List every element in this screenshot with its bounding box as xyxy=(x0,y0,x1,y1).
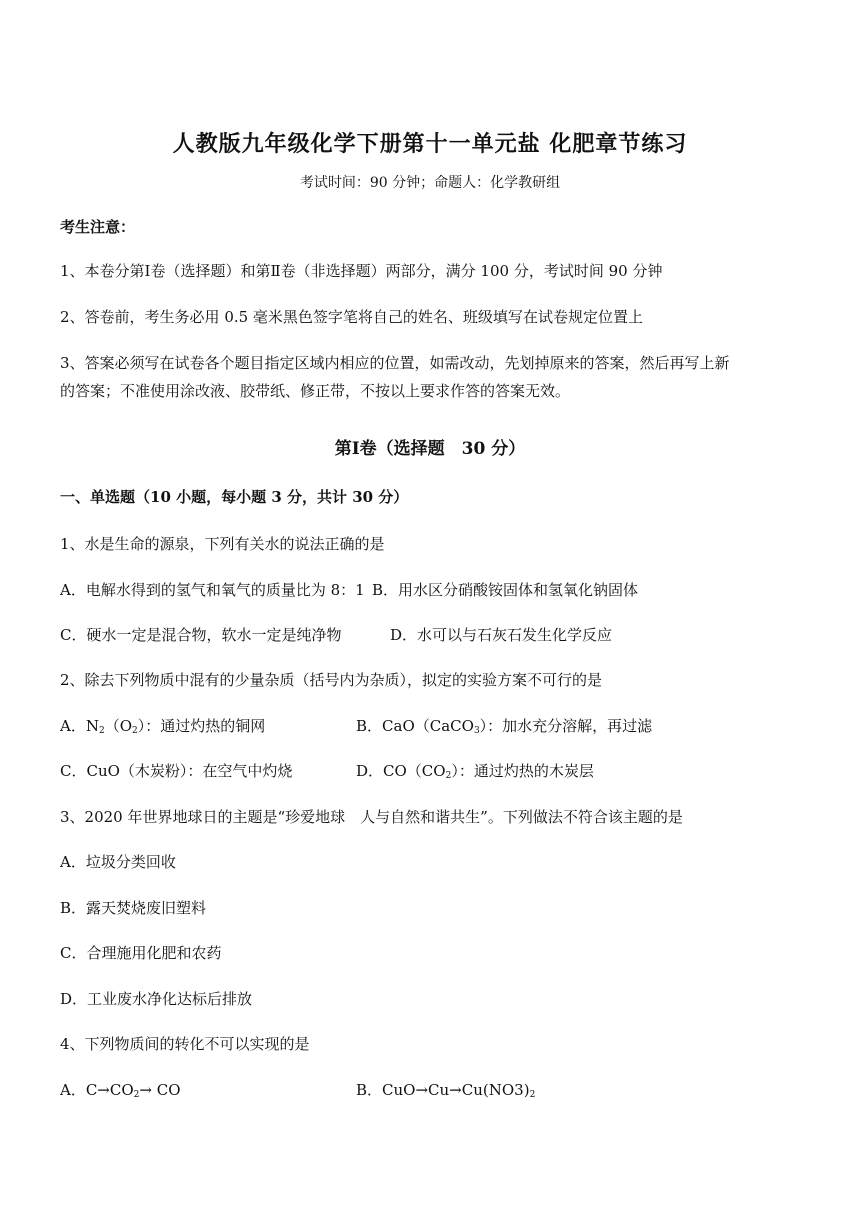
option-d: D．工业废水净化达标后排放 xyxy=(60,990,253,1008)
part-heading: 一、单选题（10 小题，每小题 3 分，共计 30 分） xyxy=(60,488,409,506)
question-stem: 2、除去下列物质中混有的少量杂质（括号内为杂质），拟定的实验方案不可行的是 xyxy=(60,671,603,689)
option-a: A．电解水得到的氢气和氧气的质量比为 8：1 xyxy=(60,581,365,599)
question-stem: 1、水是生命的源泉，下列有关水的说法正确的是 xyxy=(60,535,385,553)
option-b: B．露天焚烧废旧塑料 xyxy=(60,899,207,917)
notice-item: 3、答案必须写在试卷各个题目指定区域内相应的位置，如需改动，先划掉原来的答案，然后再写上新 xyxy=(60,354,730,372)
notice-item: 的答案；不准使用涂改液、胶带纸、修正带，不按以上要求作答的答案无效。 xyxy=(60,382,571,400)
option-d: D．$CO(CO_2)$：通过灼热的木炭层 xyxy=(356,762,594,781)
notice-heading: 考生注意： xyxy=(60,218,136,236)
exam-info: 考试时间：90 分钟；命题人：化学教研组 xyxy=(299,175,561,191)
option-c: C．CuO（木炭粉）：在空气中灼烧 xyxy=(60,762,293,780)
page-title: 人教版九年级化学下册第十一单元盐 化肥章节练习 xyxy=(172,131,688,157)
notice-item: 2、答卷前，考生务必用 0.5 毫米黑色签字笔将自己的姓名、班级填写在试卷规定位置上 xyxy=(60,308,643,326)
option-a: A．垃圾分类回收 xyxy=(60,853,176,871)
option-d: D．水可以与石灰石发生化学反应 xyxy=(390,626,613,644)
option-c: C．合理施用化肥和农药 xyxy=(60,944,222,962)
option-c: C．硬水一定是混合物，软水一定是纯净物 xyxy=(60,626,342,644)
option-b: B．$CuO\to Cu\to Cu(NO3)_2$ xyxy=(356,1081,536,1100)
option-a: A．$C\to CO_2\to$ CO xyxy=(60,1081,181,1100)
question-stem: 3、2020 年世界地球日的主题是“珍爱地球 人与自然和谐共生”。下列做法不符合该主题的是 xyxy=(60,808,683,826)
option-b: B．用水区分硝酸铵固体和氢氧化钠固体 xyxy=(372,581,639,599)
option-a: A．$N_2(O_2)$：通过灼热的铜网 xyxy=(60,717,266,736)
question-stem: 4、下列物质间的转化不可以实现的是 xyxy=(60,1035,310,1053)
notice-item: 1、本卷分第Ⅰ卷（选择题）和第Ⅱ卷（非选择题）两部分，满分 100 分，考试时间 90 分钟 xyxy=(60,262,663,280)
section-title: 第Ⅰ卷（选择题 30 分） xyxy=(334,439,526,459)
option-b: B．CaO（CaCO$_3$）：加水充分溶解，再过滤 xyxy=(356,717,653,736)
